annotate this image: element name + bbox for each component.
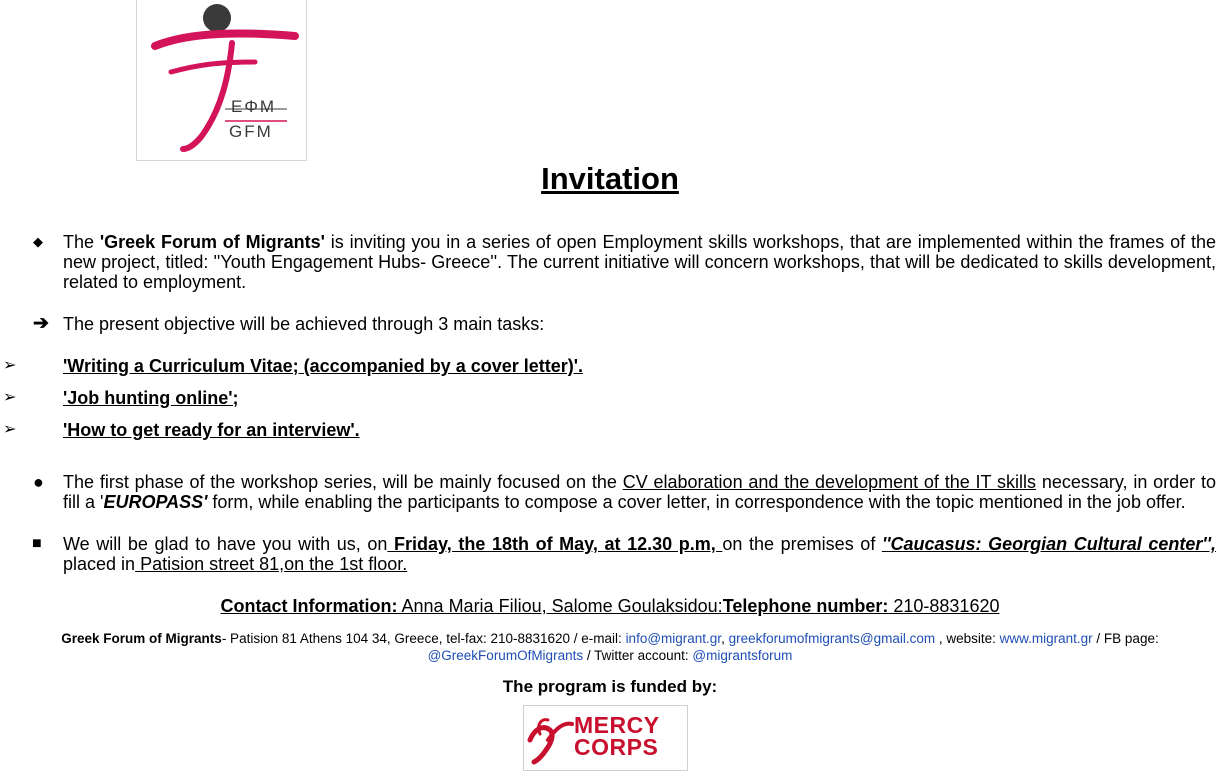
footer-separator: , [721,631,729,646]
page-title: Invitation [541,161,679,196]
gfm-logo [136,0,307,161]
website-label: , website: [935,631,1000,646]
facebook-link[interactable]: @GreekForumOfMigrants [427,648,584,663]
website-link[interactable]: www.migrant.gr [999,631,1093,646]
twitter-label: / Twitter account: [583,648,693,663]
europass-label: EUROPASS' [103,492,208,512]
intro-text-1: The [63,232,100,252]
arrowhead-bullet-icon: ➢ [3,421,17,438]
email-link-info[interactable]: info@migrant.gr [625,631,722,646]
org-name: 'Greek Forum of Migrants' [99,232,325,252]
contact-names: Anna Maria Filiou, Salome Goulaksidou: [397,596,723,616]
task-item-interview: 'How to get ready for an interview'. [63,420,360,440]
event-text-3: placed in [63,554,136,574]
phase-focus: CV elaboration and the development of the IT skills [622,472,1037,492]
phase-text-3: form, while enabling the participants to compose a cover letter, in correspondence with the topic mentioned in the job offer. [207,492,1186,512]
phone-label: Telephone number: [722,596,889,616]
arrow-right-icon: ➔ [33,313,49,334]
fb-label: / FB page: [1092,631,1159,646]
event-text-2: on the premises of [722,534,882,554]
logo-text-greek: ΕΦΜ [231,97,277,116]
phase-text-1: The first phase of the workshop series, will be mainly focused on the [63,472,623,492]
square-bullet-icon: ■ [32,535,42,552]
phase-text-2: necessary, in order to fill a ' [63,472,1216,512]
event-paragraph [63,534,1216,574]
diamond-bullet-icon: ◆ [33,234,43,249]
task-item-job-hunting: 'Job hunting online'; [63,388,239,408]
mercy-corps-logo [523,705,688,771]
mercy-corps-figure-icon [526,710,574,770]
footer-org-name: Greek Forum of Migrants [61,631,222,646]
objective-text: The present objective will be achieved through 3 main tasks: [63,314,545,334]
footer-contact-line [40,630,1180,664]
intro-text-2: is inviting you in a series of open Employment skills workshops, that are implemented within the frames of the new project, titled: ''Youth Engagement Hubs- Greece''. The current initiative will concern workshops, that will be dedicated to skills development, related to employment. [63,232,1216,292]
event-text-1: We will be glad to have you with us, on [63,534,388,554]
funded-by-heading: The program is funded by: [502,677,718,696]
contact-information [0,595,1220,617]
arrowhead-bullet-icon: ➢ [3,389,17,406]
event-address: Patision street 81,on the 1st floor. [135,554,408,574]
email-link-gmail[interactable]: greekforumofmigrants@gmail.com [728,631,936,646]
circle-bullet-icon: ● [33,472,44,492]
first-phase-paragraph [63,472,1216,512]
event-venue: ''Caucasus: Georgian Cultural center'', [881,534,1216,554]
task-item-cv: 'Writing a Curriculum Vitae; (accompanied by a cover letter)'. [63,356,584,376]
intro-paragraph [63,232,1216,292]
mercy-corps-line1: MERCY [574,712,660,738]
twitter-link[interactable]: @migrantsforum [692,648,793,663]
logo-text-latin: GFM [229,122,273,141]
event-date: Friday, the 18th of May, at 12.30 p.m, [387,534,723,554]
gfm-logo-graphic [137,0,306,160]
phone-number: 210-8831620 [888,596,1000,616]
contact-label: Contact Information: [220,596,398,616]
mercy-corps-wordmark [574,714,660,758]
arrowhead-bullet-icon: ➢ [3,357,17,374]
mercy-corps-line2: CORPS [574,734,659,760]
footer-address: - Patision 81 Athens 104 34, Greece, tel-fax: 210-8831620 / e-mail: [221,631,626,646]
